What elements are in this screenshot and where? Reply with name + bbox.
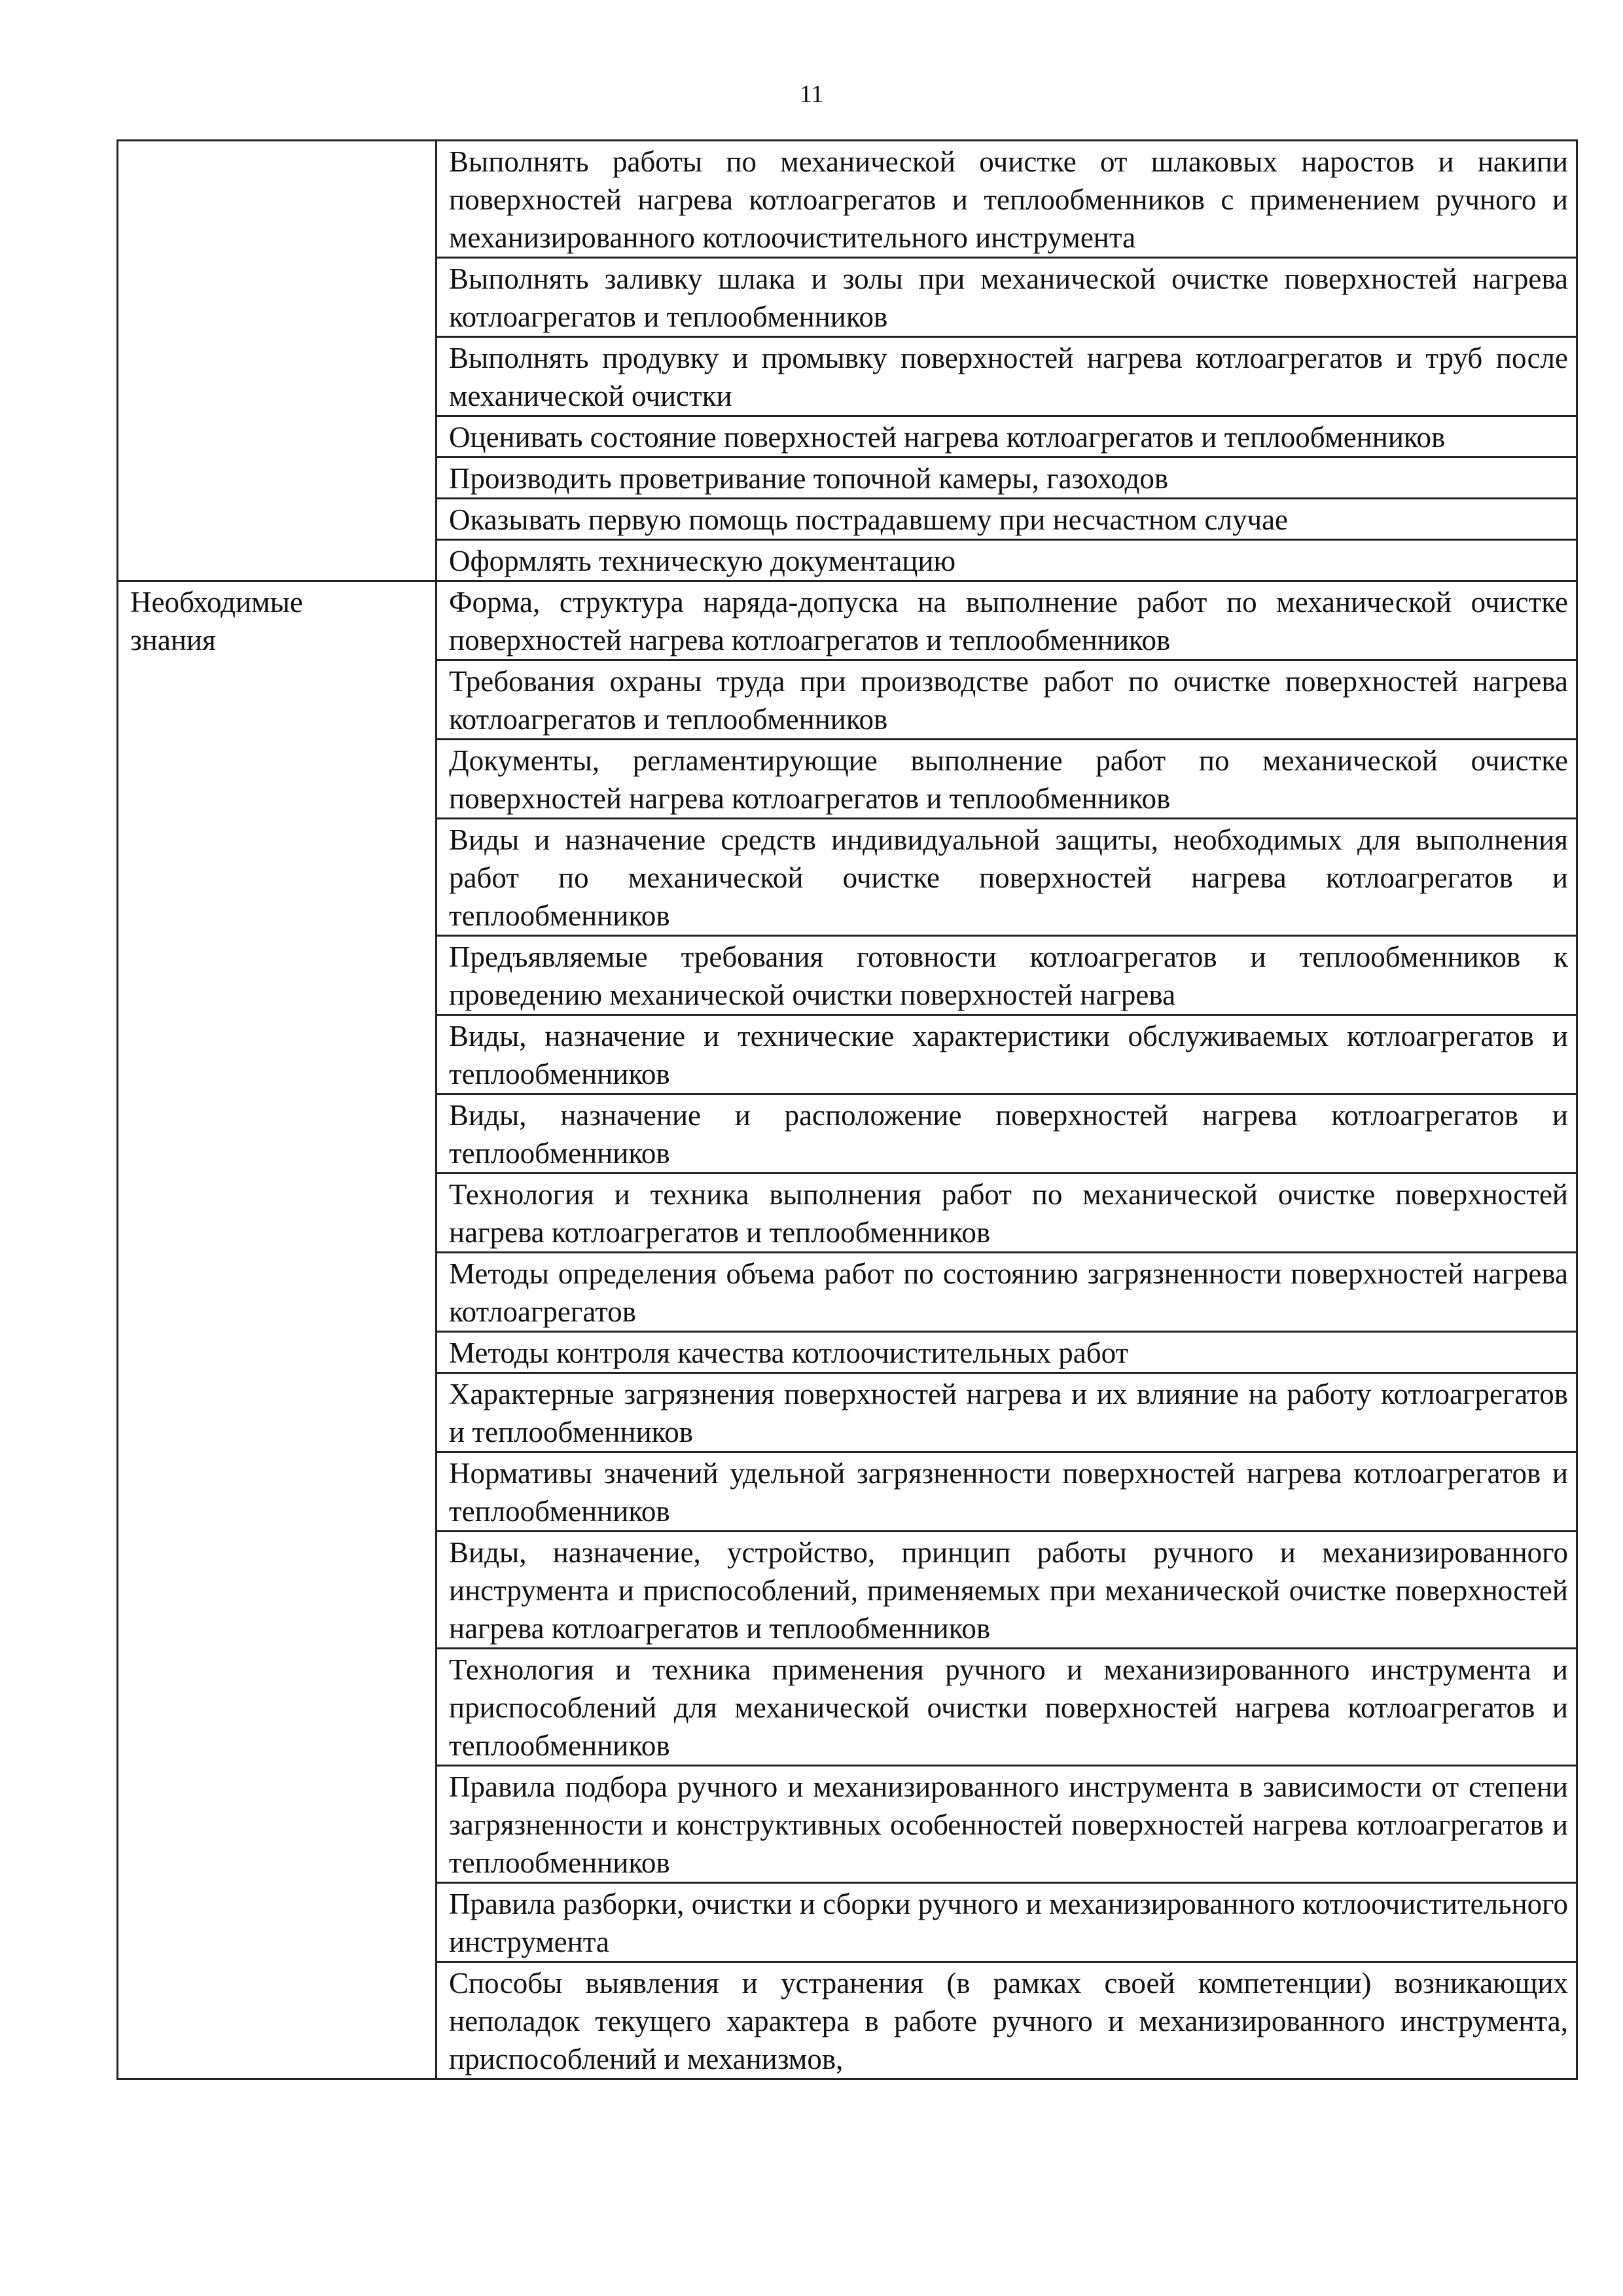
knowledge-item: Методы определения объема работ по состоянию загрязненности поверхностей нагрева котлоагрегатов [437, 1253, 1577, 1332]
knowledge-item: Виды, назначение, устройство, принцип работы ручного и механизированного инструмента и приспособлений, применяемых при механической очистке поверхностей нагрева котлоагрегатов и теплообменников [437, 1532, 1577, 1649]
skill-item: Оценивать состояние поверхностей нагрева котлоагрегатов и теплообменников [437, 416, 1577, 457]
requirements-table [116, 139, 1578, 2080]
skills-label-cell [118, 141, 437, 258]
knowledge-item: Предъявляемые требования готовности котлоагрегатов и теплообменников к проведению механической очистки поверхностей нагрева [437, 936, 1577, 1015]
knowledge-item: Документы, регламентирующие выполнение работ по механической очистке поверхностей нагрева котлоагрегатов и теплообменников [437, 740, 1577, 819]
knowledge-item: Требования охраны труда при производстве работ по очистке поверхностей нагрева котлоагрегатов и теплообменников [437, 660, 1577, 740]
knowledge-item: Правила разборки, очистки и сборки ручного и механизированного котлоочистительного инструмента [437, 1883, 1577, 1962]
table-row [118, 258, 1577, 337]
table-row [118, 337, 1577, 416]
skill-item: Выполнять заливку шлака и золы при механической очистке поверхностей нагрева котлоагрегатов и теплообменников [437, 258, 1577, 337]
knowledge-item: Характерные загрязнения поверхностей нагрева и их влияние на работу котлоагрегатов и теплообменников [437, 1373, 1577, 1452]
knowledge-label: Необходимые знания [130, 586, 303, 656]
skill-item: Выполнять продувку и промывку поверхностей нагрева котлоагрегатов и труб после механической очистки [437, 337, 1577, 416]
knowledge-item: Методы контроля качества котлоочистительных работ [437, 1332, 1577, 1373]
table-row [118, 660, 1577, 740]
skill-item: Выполнять работы по механической очистке от шлаковых наростов и накипи поверхностей нагрева котлоагрегатов и теплообменников с применением ручного и механизированного котлоочистительного инструмента [437, 141, 1577, 258]
skill-item: Оказывать первую помощь пострадавшему при несчастном случае [437, 499, 1577, 540]
skill-item: Производить проветривание топочной камеры, газоходов [437, 457, 1577, 499]
table-row [118, 819, 1577, 936]
knowledge-item: Способы выявления и устранения (в рамках своей компетенции) возникающих неполадок текущего характера в работе ручного и механизированного инструмента, приспособлений и механизмов, [437, 1962, 1577, 2079]
table-row [118, 740, 1577, 819]
table-row [118, 1373, 1577, 1452]
table-row [118, 1962, 1577, 2079]
skill-item: Оформлять техническую документацию [437, 540, 1577, 581]
knowledge-item: Виды и назначение средств индивидуальной защиты, необходимых для выполнения работ по механической очистке поверхностей нагрева котлоагрегатов и теплообменников [437, 819, 1577, 936]
table-row [118, 1532, 1577, 1649]
table-row [118, 141, 1577, 258]
knowledge-item: Технология и техника применения ручного и механизированного инструмента и приспособлений для механической очистки поверхностей нагрева котлоагрегатов и теплообменников [437, 1649, 1577, 1766]
page-number: 11 [799, 81, 824, 108]
knowledge-item: Правила подбора ручного и механизированного инструмента в зависимости от степени загрязненности и конструктивных особенностей поверхностей нагрева котлоагрегатов и теплообменников [437, 1766, 1577, 1883]
table-row [118, 1452, 1577, 1532]
knowledge-item: Форма, структура наряда-допуска на выполнение работ по механической очистке поверхностей нагрева котлоагрегатов и теплообменников [437, 581, 1577, 660]
table-row [118, 1015, 1577, 1094]
knowledge-item: Нормативы значений удельной загрязненности поверхностей нагрева котлоагрегатов и теплообменников [437, 1452, 1577, 1532]
table-row [118, 1253, 1577, 1332]
table-row [118, 1649, 1577, 1766]
table-row [118, 581, 1577, 660]
table-row [118, 1766, 1577, 1883]
table-row [118, 499, 1577, 540]
table-row [118, 540, 1577, 581]
knowledge-label-cell [118, 581, 437, 660]
knowledge-item: Технология и техника выполнения работ по механической очистке поверхностей нагрева котлоагрегатов и теплообменников [437, 1174, 1577, 1253]
table-row [118, 1174, 1577, 1253]
knowledge-item: Виды, назначение и технические характеристики обслуживаемых котлоагрегатов и теплообменников [437, 1015, 1577, 1094]
knowledge-item: Виды, назначение и расположение поверхностей нагрева котлоагрегатов и теплообменников [437, 1094, 1577, 1174]
table-row [118, 457, 1577, 499]
table-row [118, 1332, 1577, 1373]
table-row [118, 1094, 1577, 1174]
table-row [118, 936, 1577, 1015]
table-row [118, 416, 1577, 457]
table-row [118, 1883, 1577, 1962]
